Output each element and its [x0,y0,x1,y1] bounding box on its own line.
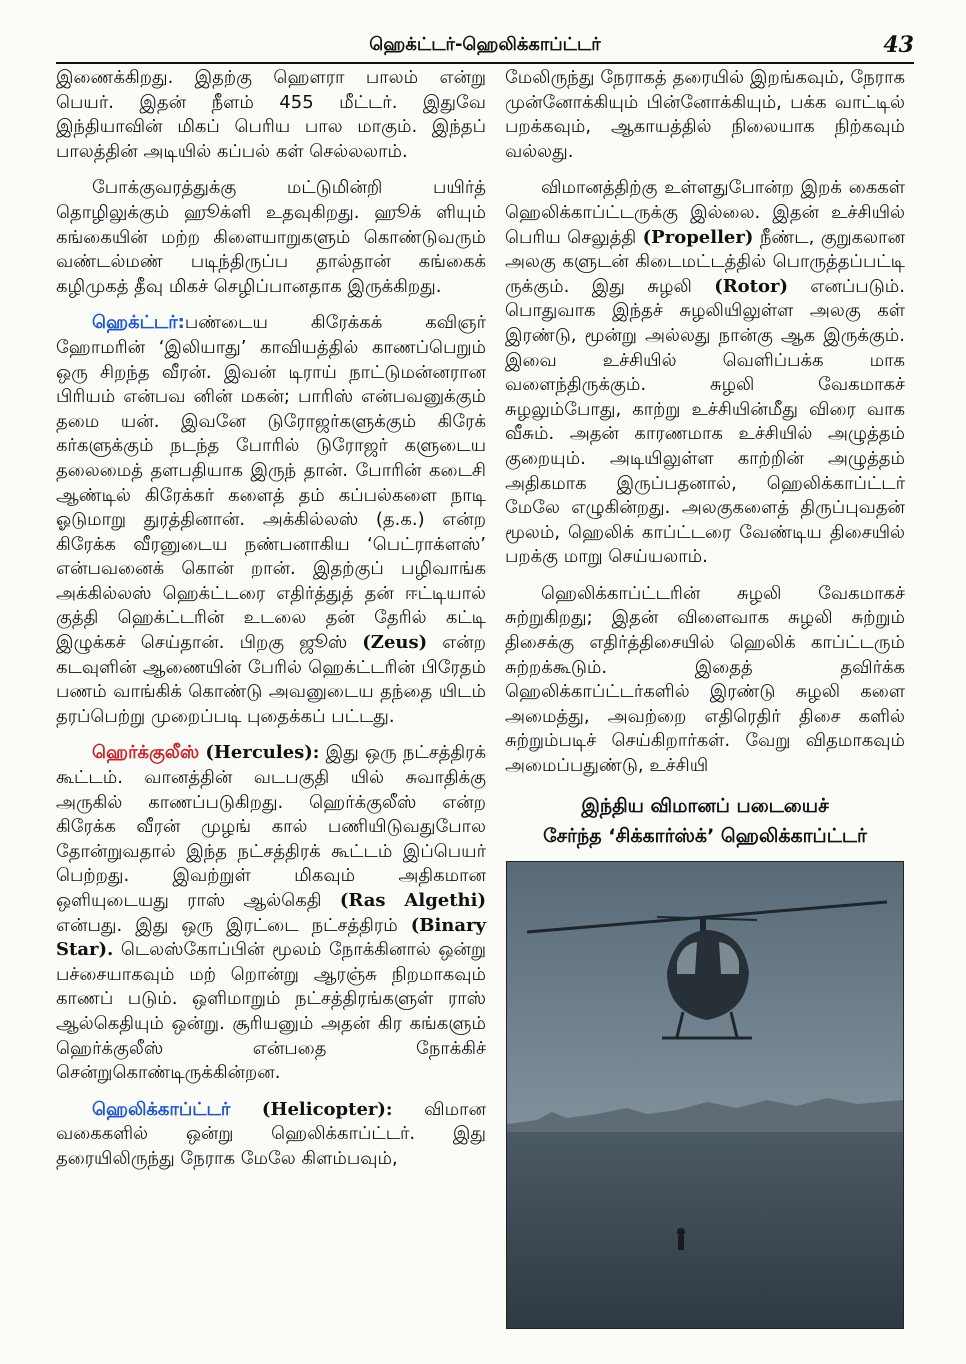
rotor-text-b: நீண்ட, குறுகலான அலகு களுடன் கிடைமட்டத்தில் பொருத்தப்பட்டி ருக்கும். இது சுழலி [505,226,905,297]
paragraph-hooghly-agriculture: போக்குவரத்துக்கு மட்டுமின்றி பயிர்த் தொழிலுக்கும் ஹூக்ளி உதவுகிறது. ஹூக் ளியும் கங்கையின் மற்ற கிளையாறுகளும் கொண்டுவரும் வண்டல்மண் படிந்திருப்ப தால்தான் கங்கைக் கழிமுகத் தீவு மிகச் செழிப்பானதாக இருக்கிறது. [56,177,486,297]
entry-body-helicopter: விமான வகைகளில் ஒன்று ஹெலிக்காப்ட்டர். இது தரையிலிருந்து நேராக மேலே கிளம்பவும், [56,1098,486,1169]
paragraph-helicopter-movement: மேலிருந்து நேராகத் தரையில் இறங்கவும், நேராக முன்னோக்கியும் பின்னோக்கியும், பக்க வாட்டில் பறக்கவும், ஆகாயத்தில் நிலையாக நிற்கவும் வல்லது. [505,67,905,162]
page-number: 43 [883,32,914,58]
entry-body-hector: பண்டைய கிரேக்கக் கவிஞர் ஹோமரின் ‘இலியாது’ காவியத்தில் காணப்பெறும் ஒரு சிறந்த வீரன். இவன் டிராய் நாட்டுமன்னரான பிரியம் என்பவ னின் மகன்; பாரிஸ் என்பவனுக்கும் தமை யன். இவனே டுரோஜர்களுக்கும் கிரேக் கர்களுக்கும் நடந்த போரில் டுரோஜர் களுடைய தலைமைத் தளபதியாக இருந் தான். போரின் கடைசி ஆண்டில் கிரேக்கர் களைத் தம் கப்பல்களை நாடி ஓடுமாறு துரத்தினான். அக்கில்லஸ் (த.க.) என்ற கிரேக்க வீரனுடைய நண்பனாகிய ‘பெட்ராக்ளஸ்’ என்பவனைக் கொன் றான். இதற்குப் பழிவாங்க அக்கில்லஸ் ஹெக்ட்டரை எதிர்த்துத் தன் ஈட்டியால் குத்தி ஹெக்ட்டரின் உடலை தன் தேரில் கட்டி இழுக்கச் செய்தான். பிறகு ஜூஸ் [56,312,486,654]
english-term-rotor: (Rotor) [714,275,788,297]
entry-hercules [56,741,486,1085]
entry-helicopter [56,1098,486,1172]
english-term-propeller: (Propeller) [642,226,754,248]
page-header [56,32,914,64]
entry-term-hercules: ஹெர்க்குலீஸ் [92,742,200,764]
entry-term-hector: ஹெக்ட்டர்: [92,312,185,334]
caption-line-1: இந்திய விமானப் படையைச் [581,794,829,817]
entry-term-helicopter: ஹெலிக்காப்ட்டர் [92,1098,231,1120]
english-term-ras-algethi: (Ras Algethi) [339,890,486,911]
left-column [56,66,486,1184]
entry-body-hector-cont: என்ற கடவுளின் ஆணையின் பேரில் ஹெக்ட்டரின் பிரேதம் பணம் வாங்கிக் கொண்டு அவனுடைய தந்தை யிடம் தரப்பெற்று முறைப்படி புதைக்கப் பட்டது. [56,632,486,727]
entry-body-hercules: இது ஒரு நட்சத்திரக் கூட்டம். வானத்தின் வடபகுதி யில் சுவாதிக்கு அருகில் காணப்படுகிறது. ஹெர்க்குலீஸ் என்ற கிரேக்க வீரன் முழங் கால் பணியிடுவதுபோல தோன்றுவதால் இந்த நட்சத்திரக் கூட்டம் இப்பெயர் பெற்றது. இவற்றுள் மிகவும் அதிகமான ஒளியுடையது ராஸ் ஆல்கெதி [56,742,486,911]
paragraph-torque: ஹெலிக்காப்ட்டரின் சுழலி வேகமாகச் சுற்றுகிறது; இதன் விளைவாக சுழலி சுற்றும் திசைக்கு எதிர்த்திசையில் ஹெலிக் காப்ட்டரும் சுற்றக்கூடும். இதைத் தவிர்க்க ஹெலிக்காப்ட்டர்களில் இரண்டு சுழலி களை அமைத்து, அவற்றை எதிரெதிர் திசை களில் சுற்றும்படிச் செய்கிறார்கள். வேறு விதமாகவும் அமைப்பதுண்டு, உச்சியி [505,582,905,777]
standing-figure [677,1228,685,1250]
english-term-binary-star: (Binary Star). [56,914,486,961]
entry-hector [56,311,486,729]
entry-body-hercules-cont: என்பது. இது ஒரு இரட்டை நட்சத்திரம் [56,914,398,936]
rotor-text-c: எனப்படும். பொதுவாக இந்தச் சுழலியிலுள்ள அலகு கள் இரண்டு, மூன்று அல்லது நான்கு ஆக இருக்கும். இவை உச்சியில் வெளிப்பக்க மாக வளைந்திருக்கும். சுழலி வேகமாகச் சுழலும்போது, காற்று உச்சியின்மீது விரை வாக வீசும். அதன் காரணமாக உச்சியில் அழுத்தம் குறையும். அடியிலுள்ள காற்றின் அழுத்தம் அதிகமாக இருப்பதனால், ஹெலிக்காப்ட்டர் மேலே எழுகின்றது. அலகுகளைத் திருப்புவதன் மூலம், ஹெலிக் காப்ட்டரை வேண்டிய திசையில் பறக்கு மாறு செய்யலாம். [505,275,905,568]
right-column [505,66,905,1329]
caption-line-2: சேர்ந்த ‘சிக்கார்ஸ்க்’ ஹெலிக்காப்ட்டர் [543,824,867,847]
running-title: ஹெக்ட்டர்-ஹெலிக்காப்ட்டர் [369,34,601,55]
entry-body-hercules-cont2: டெலஸ்கோப்பின் மூலம் நோக்கினால் ஒன்று பச்சையாகவும் மற் றொன்று ஆரஞ்சு நிறமாகவும் காணப் படும். ஒளிமாறும் நட்சத்திரங்களுள் ராஸ் ஆல்கெதியும் ஒன்று. சூரியனும் அதன் கிர கங்களும் ஹெர்க்குலீஸ் என்பதை நோக்கிச் சென்றுகொண்டிருக்கின்றன. [56,939,486,1084]
helicopter-photo-illustration [507,862,903,1328]
figure-caption [505,791,905,851]
english-term-zeus: (Zeus) [362,632,428,654]
rotor-text-a: விமானத்திற்கு உள்ளதுபோன்ற இறக் கைகள் ஹெலிக்காப்ட்டருக்கு இல்லை. இதன் உச்சியில் பெரிய செலுத்தி [505,177,905,248]
english-term-helicopter: (Helicopter): [261,1098,393,1120]
english-term-hercules: (Hercules): [205,742,320,764]
helicopter-photo [506,861,904,1329]
paragraph-howrah-bridge: இணைக்கிறது. இதற்கு ஹௌரா பாலம் என்று பெயர். இதன் நீளம் 455 மீட்டர். இதுவே இந்தியாவின் மிகப் பெரிய பால மாகும். இந்தப் பாலத்தின் அடியில் கப்பல் கள் செல்லலாம். [56,67,486,162]
paragraph-rotor-principle [505,176,905,570]
